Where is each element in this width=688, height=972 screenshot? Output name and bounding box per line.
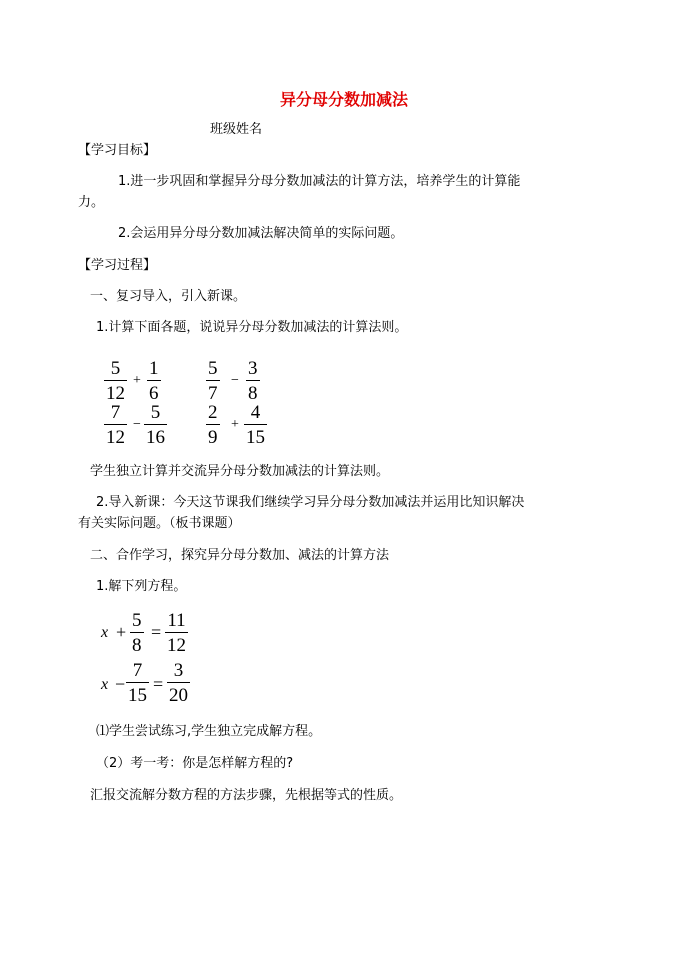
operator: − — [115, 674, 126, 694]
operator: − — [133, 417, 141, 432]
fraction-denominator: 7 — [206, 380, 220, 403]
equals-sign: = — [151, 622, 162, 642]
fraction-denominator: 9 — [206, 424, 220, 447]
equals-sign: = — [153, 674, 164, 694]
fraction-numerator: 3 — [248, 358, 258, 379]
section-1-heading: 一、复习导入，引入新课。 — [90, 289, 247, 304]
fraction-numerator: 3 — [173, 660, 184, 681]
intro-line-2: 有关实际问题。（板书课题） — [78, 516, 241, 531]
operator: + — [231, 417, 239, 432]
fraction-denominator: 15 — [244, 424, 267, 447]
fraction-numerator: 5 — [132, 610, 142, 631]
fraction-numerator: 2 — [208, 402, 218, 423]
fraction-numerator: 5 — [208, 358, 218, 379]
fraction-denominator: 12 — [165, 632, 188, 655]
fraction-denominator: 8 — [130, 632, 144, 655]
fraction-denominator: 8 — [246, 380, 260, 403]
step-1: ⑴学生尝试练习,学生独立完成解方程。 — [96, 724, 322, 739]
objective-2: 2.会运用异分母分数加减法解决简单的实际问题。 — [118, 226, 404, 241]
fraction-denominator: 6 — [147, 380, 161, 403]
step-2: （2）考一考：你是怎样解方程的? — [96, 756, 294, 771]
operator: + — [133, 373, 141, 388]
intro-line-1: 2.导入新课：今天这节课我们继续学习异分母分数加减法并运用比知识解决 — [96, 495, 525, 510]
variable-x: x — [101, 624, 109, 641]
fraction-denominator: 20 — [167, 682, 190, 705]
fraction-numerator: 4 — [250, 402, 261, 423]
class-name-label: 班级姓名 — [210, 122, 263, 137]
fraction-numerator: 7 — [132, 660, 143, 681]
fraction-denominator: 12 — [104, 380, 127, 403]
fraction-denominator: 16 — [144, 424, 167, 447]
variable-x: x — [101, 676, 109, 693]
task-2: 1.解下列方程。 — [96, 579, 187, 594]
fraction-denominator: 15 — [126, 682, 149, 705]
fraction-numerator: 5 — [110, 358, 121, 379]
objective-1-line-1: 1.进一步巩固和掌握异分母分数加减法的计算方法，培养学生的计算能 — [118, 174, 521, 189]
student-calc-text: 学生独立计算并交流异分母分数加减法的计算法则。 — [90, 464, 390, 479]
fraction-numerator: 11 — [167, 610, 186, 631]
operator: + — [116, 622, 127, 642]
fraction-denominator: 12 — [104, 424, 127, 447]
process-heading: 【学习过程】 — [78, 258, 157, 273]
fraction-numerator: 1 — [149, 358, 159, 379]
objectives-heading: 【学习目标】 — [78, 143, 157, 158]
page-title: 异分母分数加减法 — [279, 90, 408, 109]
section-2-heading: 二、合作学习，探究异分母分数加、减法的计算方法 — [90, 548, 390, 563]
task-1: 1.计算下面各题，说说异分母分数加减法的计算法则。 — [96, 320, 408, 335]
operator: − — [231, 373, 239, 388]
fraction-numerator: 5 — [150, 402, 161, 423]
summary-text: 汇报交流解分数方程的方法步骤，先根据等式的性质。 — [90, 788, 403, 803]
fraction-numerator: 7 — [110, 402, 121, 423]
objective-1-line-2: 力。 — [78, 195, 105, 210]
